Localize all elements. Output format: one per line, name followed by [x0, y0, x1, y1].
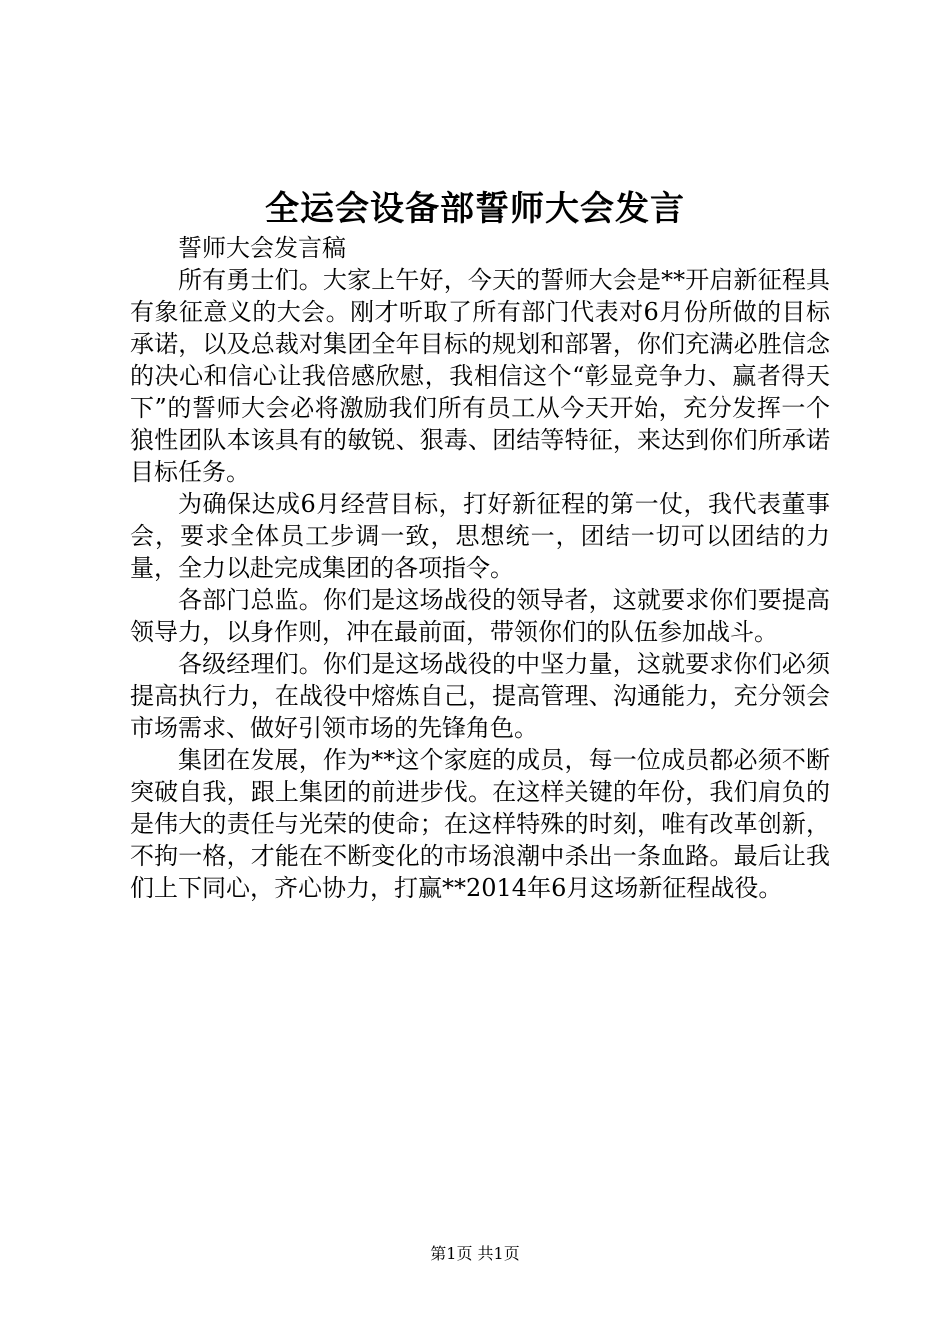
page-footer: 第1页 共1页 [430, 1244, 520, 1263]
paragraph-1: 所有勇士们。大家上午好，今天的誓师大会是**开启新征程具有象征意义的大会。刚才听取了所有部门代表对6月份所做的目标承诺，以及总裁对集团全年目标的规划和部署，你们充满必胜信念的决心和信心让我倍感欣慰，我相信这个“彰显竞争力、赢者得天下”的誓师大会必将激励我们所有员工从今天开始，充分发挥一个狼性团队本该具有的敏锐、狠毒、团结等特征，来达到你们所承诺目标任务。 [130, 266, 830, 486]
document-title: 全运会设备部誓师大会发言 [265, 189, 685, 229]
paragraph-2: 为确保达成6月经营目标，打好新征程的第一仗，我代表董事会，要求全体员工步调一致，思想统一，团结一切可以团结的力量，全力以赴完成集团的各项指令。 [130, 490, 830, 582]
document-subtitle: 誓师大会发言稿 [178, 234, 346, 262]
paragraph-4: 各级经理们。你们是这场战役的中坚力量，这就要求你们必须提高执行力，在战役中熔炼自己，提高管理、沟通能力，充分领会市场需求、做好引领市场的先锋角色。 [130, 650, 830, 742]
document-body [130, 232, 830, 904]
paragraph-3: 各部门总监。你们是这场战役的领导者，这就要求你们要提高领导力，以身作则，冲在最前面，带领你们的队伍参加战斗。 [130, 586, 830, 646]
paragraph-5: 集团在发展，作为**这个家庭的成员，每一位成员都必须不断突破自我，跟上集团的前进步伐。在这样关键的年份，我们肩负的是伟大的责任与光荣的使命；在这样特殊的时刻，唯有改革创新，不拘一格，才能在不断变化的市场浪潮中杀出一条血路。最后让我们上下同心，齐心协力，打赢**2014年6月这场新征程战役。 [130, 746, 830, 902]
